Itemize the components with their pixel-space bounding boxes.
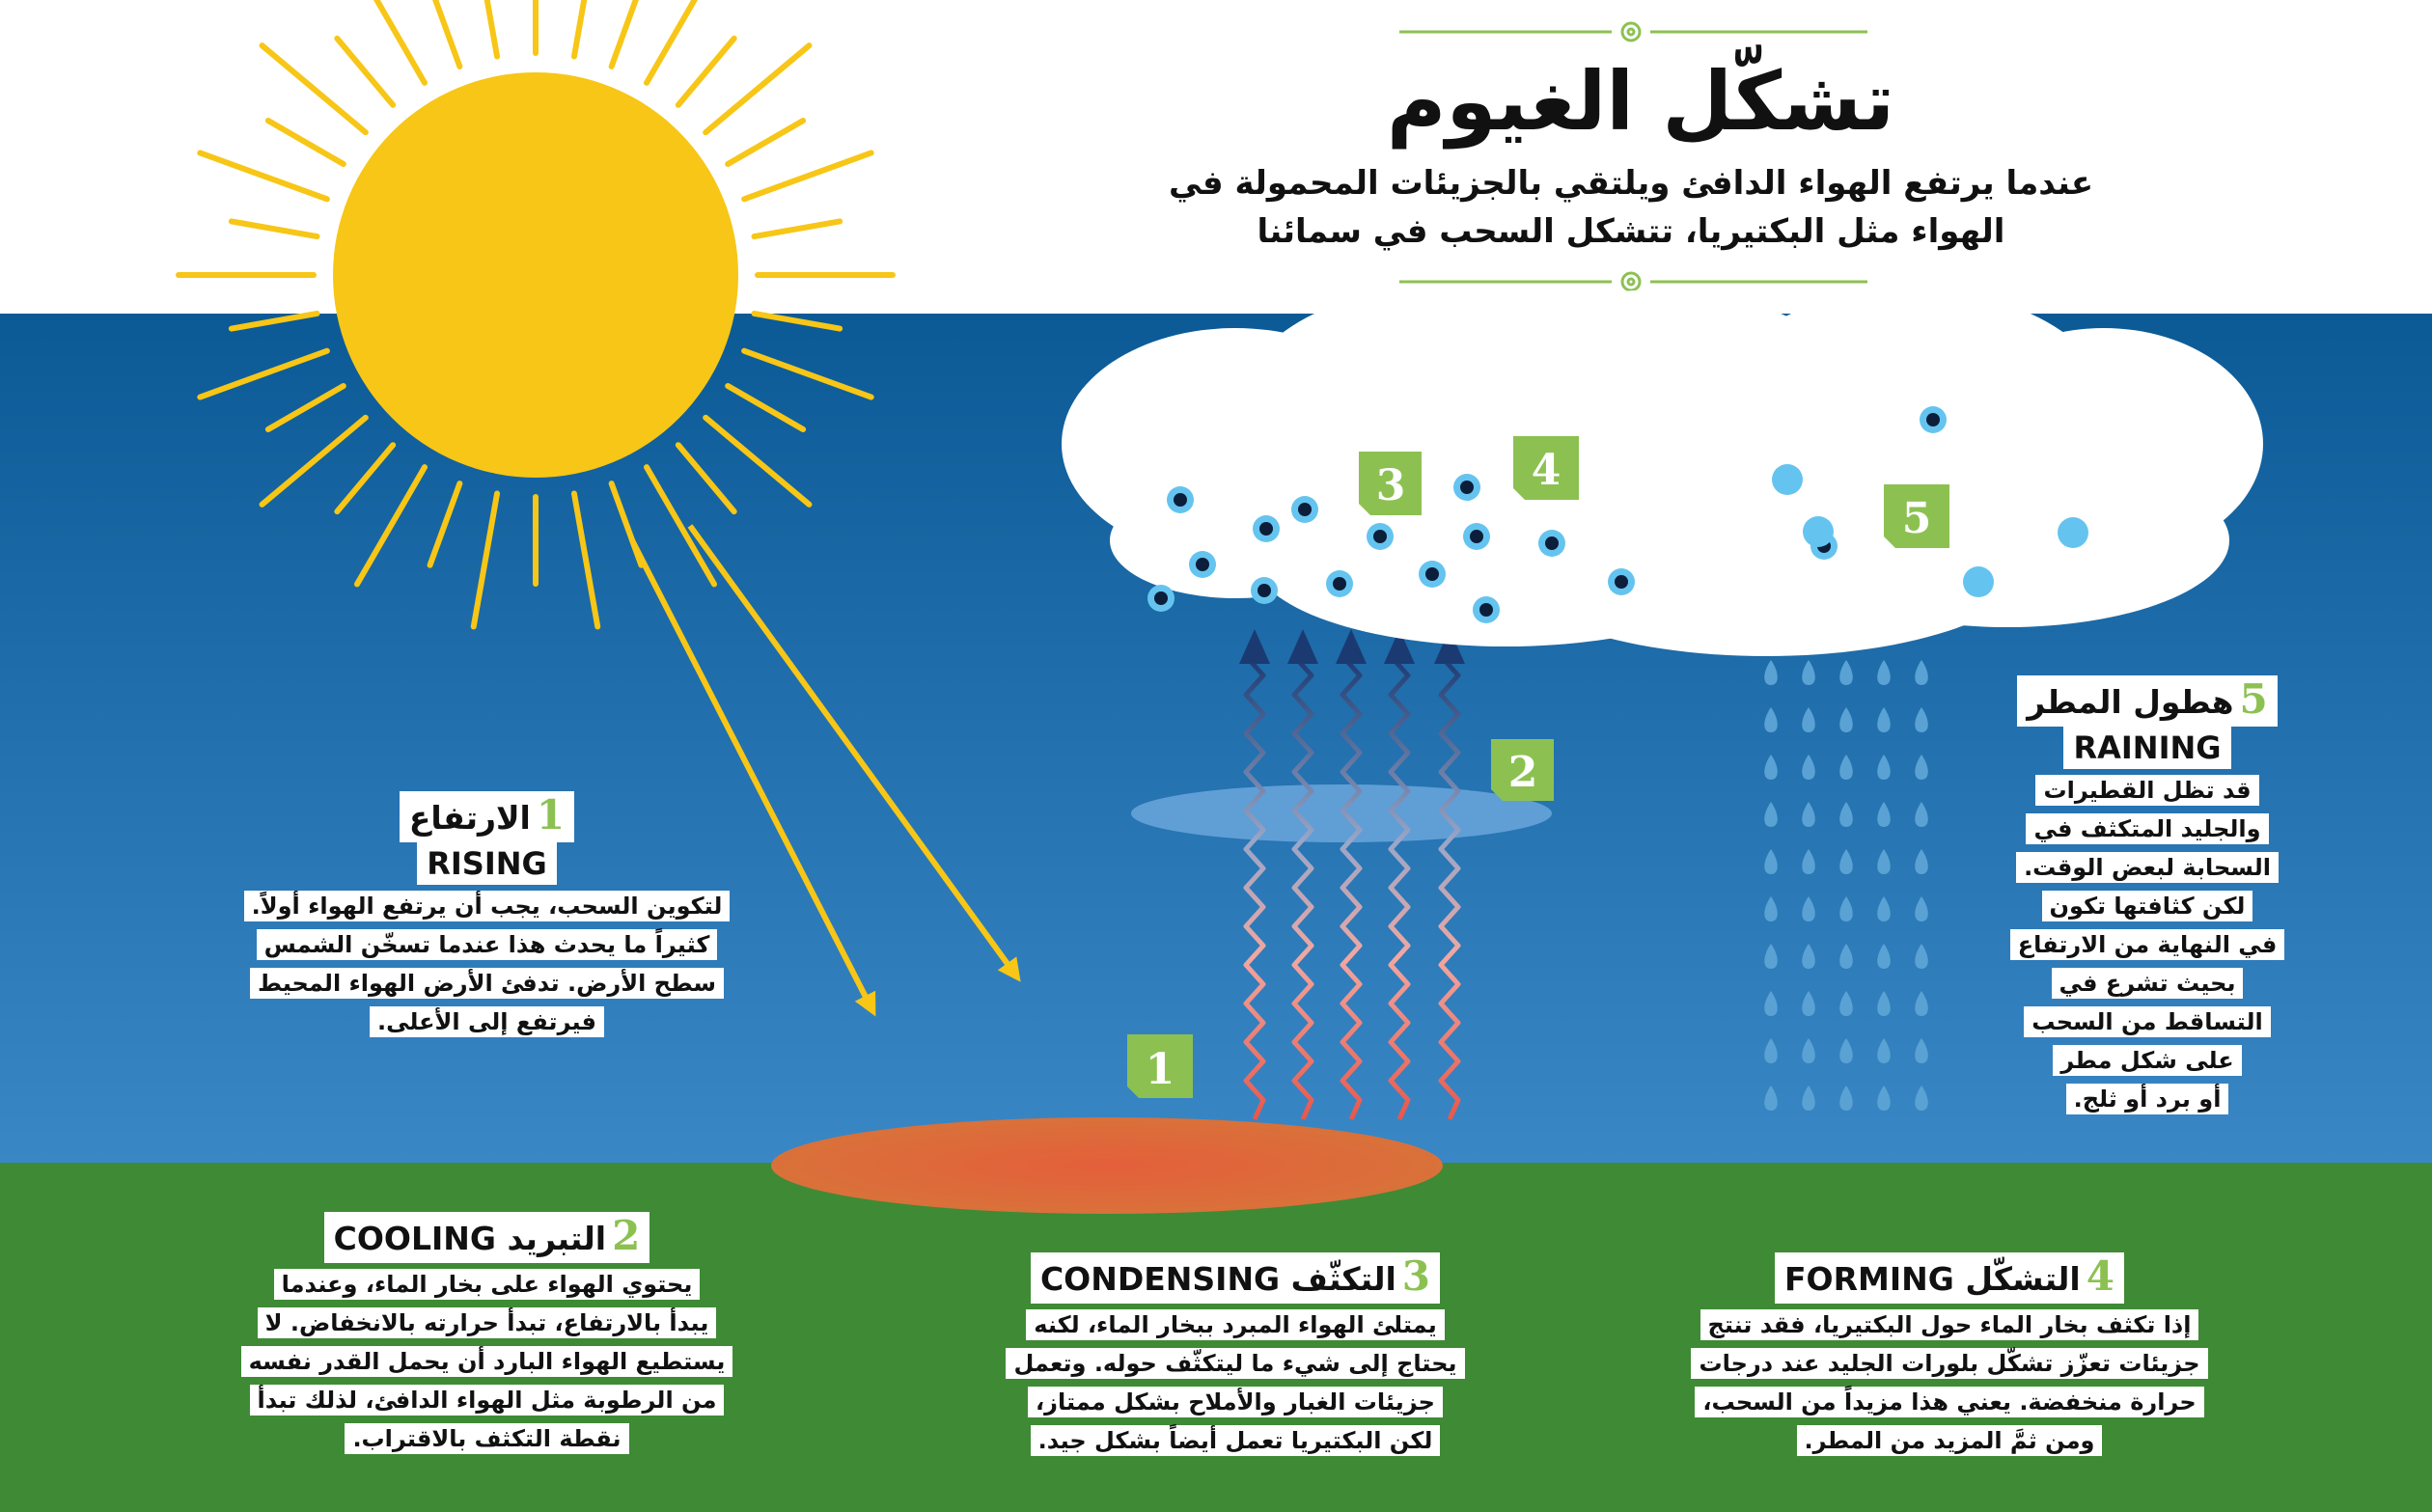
svg-text:3: 3 xyxy=(1375,461,1406,510)
title-ornament-top xyxy=(1399,23,1867,41)
sun-ray xyxy=(705,45,809,132)
bacteria xyxy=(1257,584,1271,597)
sun-ray xyxy=(268,121,344,164)
step-5-english-title: RAINING xyxy=(2063,727,2230,769)
step-5-panel xyxy=(1969,675,2326,1118)
sun xyxy=(333,72,738,478)
sun-ray xyxy=(574,0,597,56)
warm-ground-area xyxy=(771,1117,1443,1214)
ice-droplet xyxy=(2058,517,2088,548)
step-4-heading: 4التشكّل FORMING xyxy=(1775,1252,2124,1304)
cooling-layer xyxy=(1131,784,1552,842)
step-5-text: قد تظل القطيرات والجليد المتكثف في السحابة لبعض الوقت. لكن كثافتها تكون في النهاية من الارتفاع بحيث تشرع في التساقط من السحب على شكل مطر أو برد أو ثلج. xyxy=(1969,771,2326,1118)
sun-ray xyxy=(263,45,366,132)
sun-ray xyxy=(232,221,318,236)
step-4-text: إذا تكثف بخار الماء حول البكتيريا، فقد تنتج جزيئات تعزّز تشكّل بلورات الجليد عند درجات حرارة منخفضة. يعني هذا مزيداً من السحب، ومن ثمَّ المزيد من المطر. xyxy=(1660,1306,2239,1460)
sun-ray xyxy=(678,39,734,105)
step-1-panel xyxy=(214,791,760,1041)
badge-2 xyxy=(1491,739,1554,801)
step-2-text: يحتوي الهواء على بخار الماء، وعندما يبدأ بالارتفاع، تبدأ حرارته بالانخفاض. لا يستطيع الهواء البارد أن يحمل القدر نفسه من الرطوبة مثل الهواء الدافئ، لذلك تبدأ نقطة التكثف بالاقتراب. xyxy=(214,1265,760,1458)
step-3-text: يمتلئ الهواء المبرد ببخار الماء، لكنه يحتاج إلى شيء ما ليتكثّف حوله. وتعمل جزيئات الغبار والأملاح بشكل ممتاز، لكن البكتيريا تعمل أيضاً بشكل جيد. xyxy=(965,1306,1506,1460)
page-subtitle: عندما يرتفع الهواء الدافئ ويلتقي بالجزيئات المحمولة في الهواء مثل البكتيريا، تتشكل السحب في سمائنا xyxy=(1168,164,2094,251)
sun-ray xyxy=(474,0,497,56)
sun-ray xyxy=(728,121,803,164)
bacteria xyxy=(1926,413,1940,426)
sun-ray xyxy=(612,0,642,67)
sun-ray xyxy=(200,152,327,199)
bacteria xyxy=(1373,530,1387,543)
bacteria xyxy=(1154,591,1168,605)
bacteria xyxy=(1545,536,1559,550)
step-1-text: لتكوين السحب، يجب أن يرتفع الهواء أولاً. كثيراً ما يحدث هذا عندما تسخّن الشمس سطح الأرض. تدفئ الأرض الهواء المحيط فيرتفع إلى الأعلى. xyxy=(214,887,760,1041)
sun-ray xyxy=(755,221,841,236)
step-2-panel xyxy=(214,1212,760,1458)
ice-droplet xyxy=(1772,464,1803,495)
sun-ray xyxy=(744,152,871,199)
bacteria xyxy=(1479,603,1493,617)
step-2-heading: 2التبريد COOLING xyxy=(324,1212,650,1263)
badge-3 xyxy=(1359,452,1422,515)
badge-1 xyxy=(1127,1034,1193,1098)
ice-droplet xyxy=(1963,566,1994,597)
step-1-heading: 1الارتفاع xyxy=(400,791,574,842)
bacteria xyxy=(1470,530,1483,543)
svg-text:2: 2 xyxy=(1507,748,1538,797)
svg-text:5: 5 xyxy=(1901,494,1932,543)
bacteria xyxy=(1298,503,1312,516)
bacteria xyxy=(1259,522,1273,536)
svg-text:1: 1 xyxy=(1145,1045,1175,1094)
badge-4 xyxy=(1513,436,1579,500)
step-5-heading: 5هطول المطر xyxy=(2017,675,2278,727)
sun-ray xyxy=(430,0,460,67)
ice-droplet xyxy=(1803,516,1834,547)
step-4-panel xyxy=(1660,1252,2239,1460)
step-1-english-title: RISING xyxy=(417,842,557,885)
bacteria xyxy=(1615,575,1628,589)
title-ornament-bottom xyxy=(1399,273,1867,290)
bacteria xyxy=(1460,481,1474,494)
step-3-panel xyxy=(965,1252,1506,1460)
bacteria xyxy=(1333,577,1346,591)
bacteria xyxy=(1174,493,1187,507)
bacteria xyxy=(1425,567,1439,581)
svg-text:4: 4 xyxy=(1531,446,1561,495)
bacteria xyxy=(1196,558,1209,571)
sun-ray xyxy=(337,39,393,105)
badge-5 xyxy=(1884,484,1949,548)
page-title: تشكّل الغيوم xyxy=(1386,54,1895,149)
step-3-heading: 3التكثّف CONDENSING xyxy=(1031,1252,1440,1304)
